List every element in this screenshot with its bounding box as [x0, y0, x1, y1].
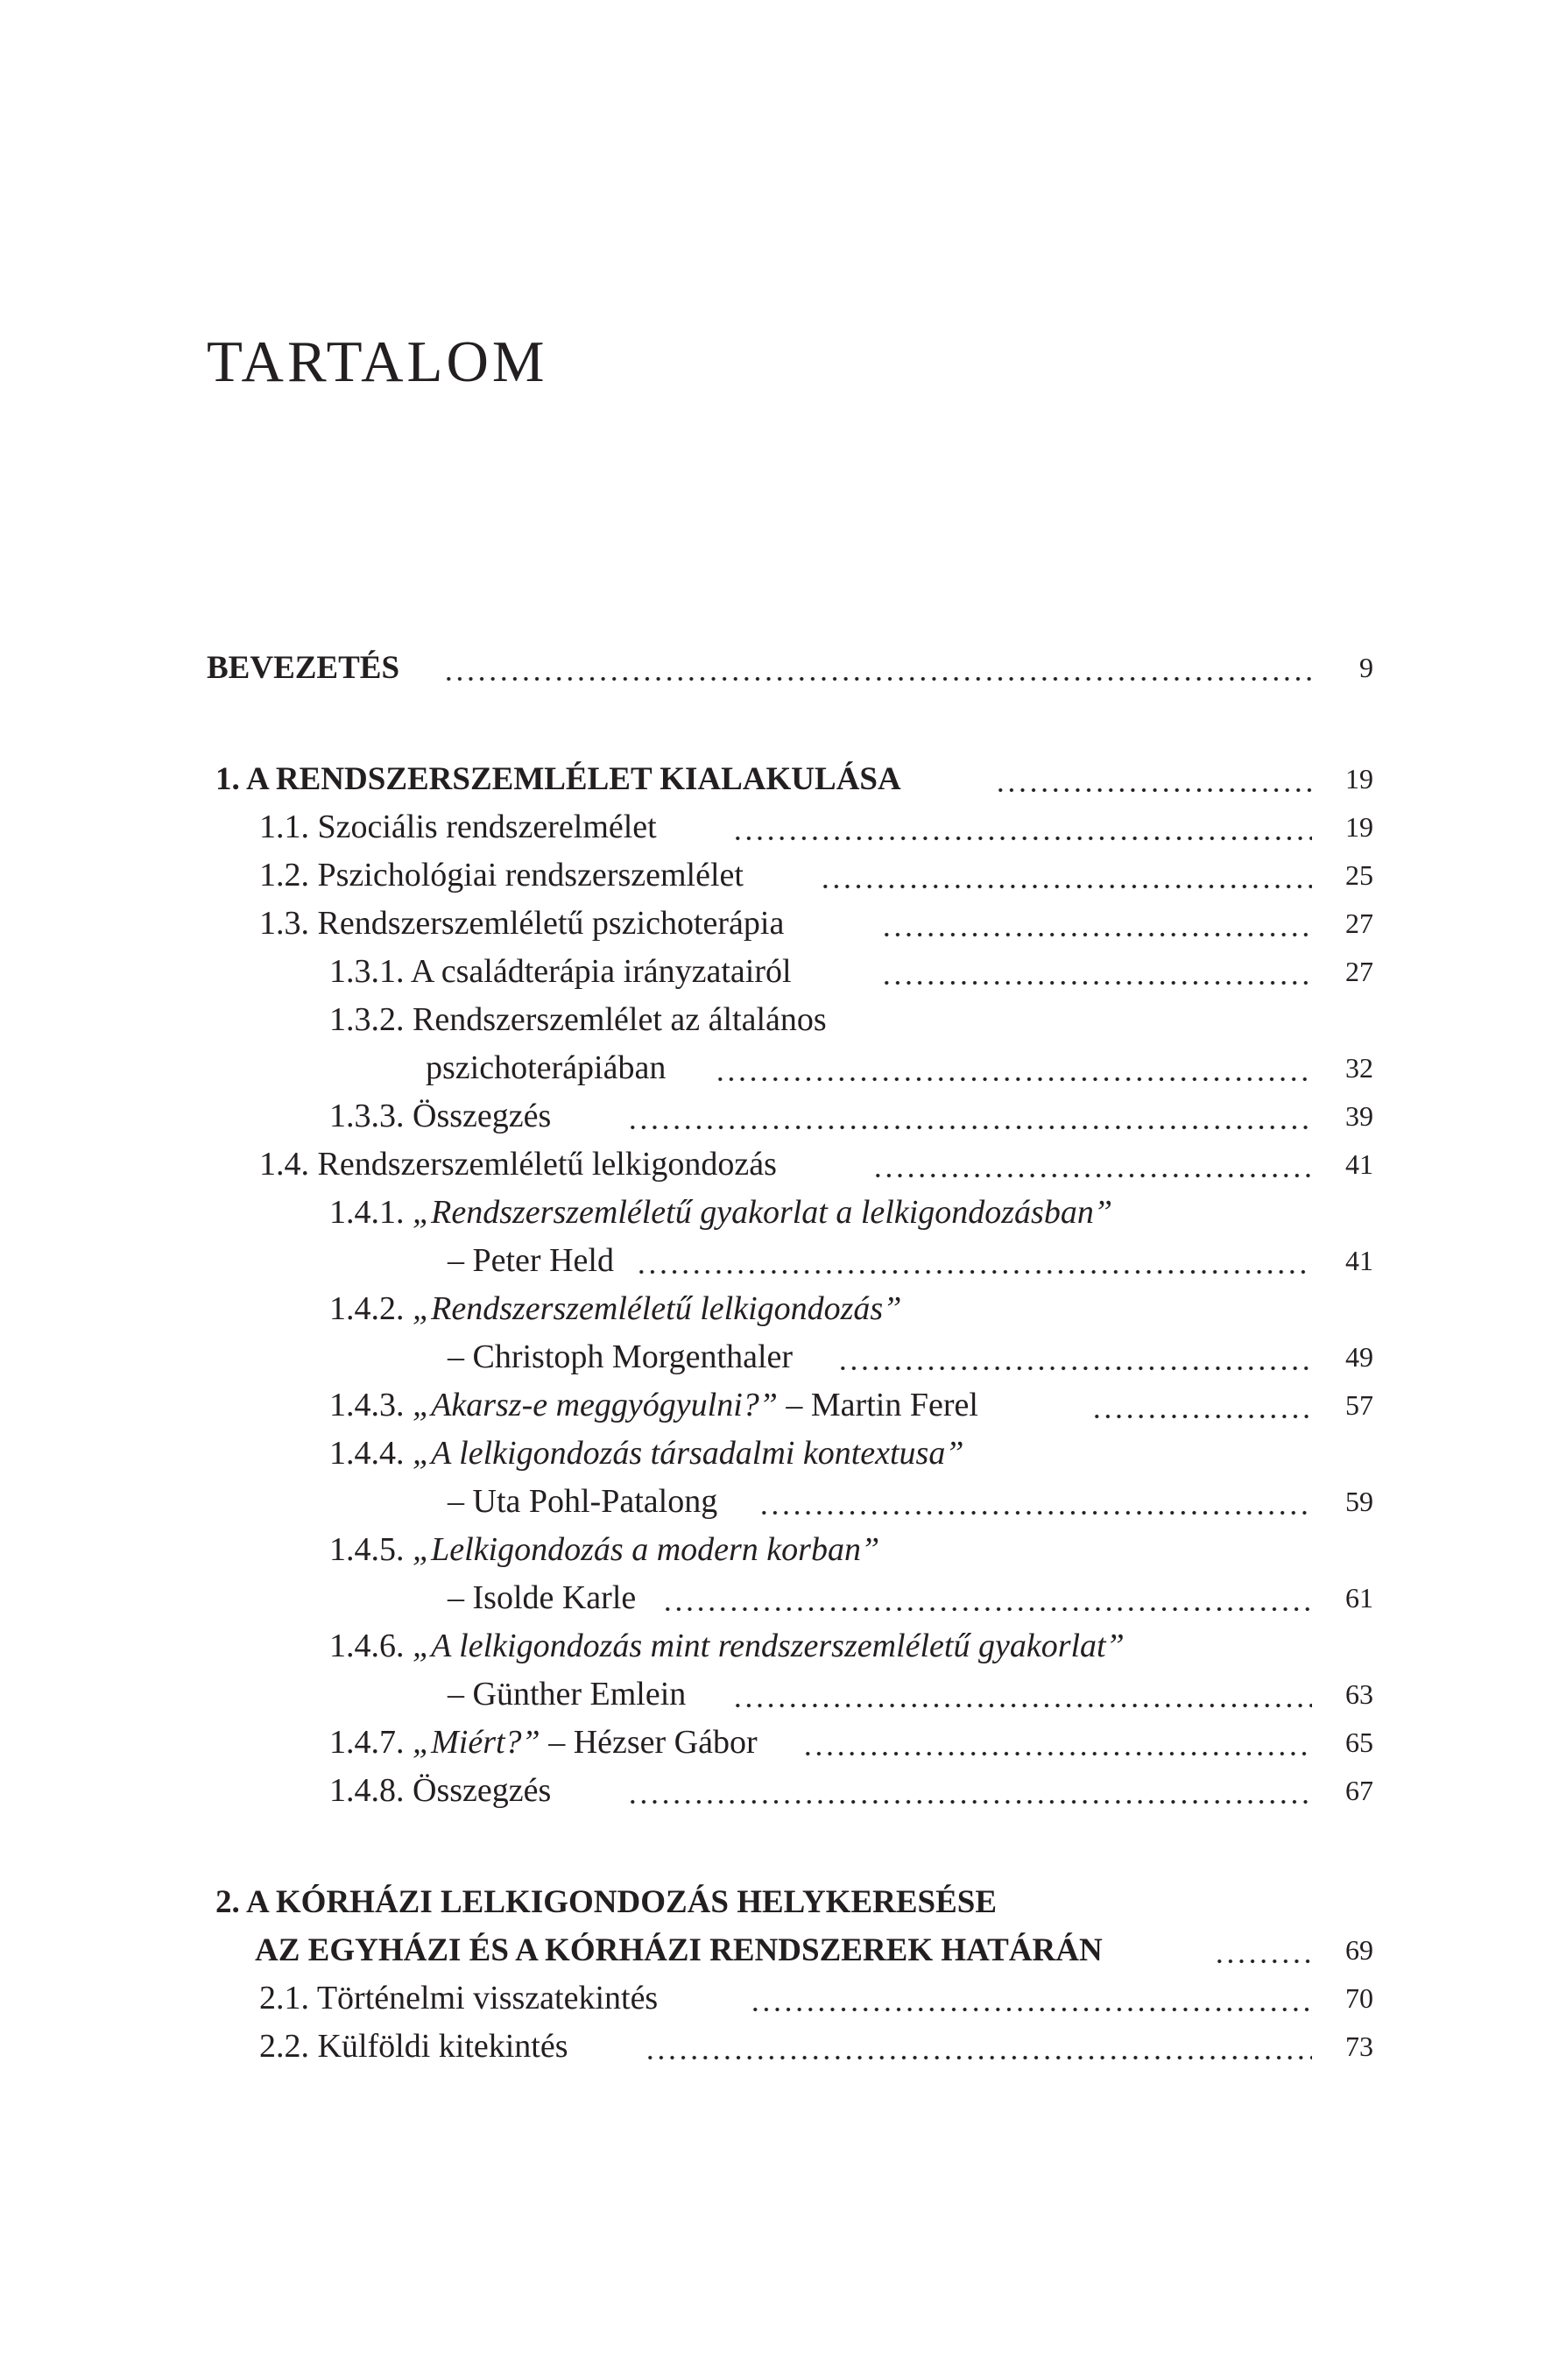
- toc-page-number: 69: [1345, 1934, 1373, 1966]
- toc-entry-1-4-8[interactable]: [207, 1767, 1373, 1815]
- toc-entry-author: – Günther Emlein: [448, 1670, 696, 1719]
- toc-entry-title: Összegzés: [413, 1098, 552, 1134]
- toc-page-number: 32: [1345, 1052, 1373, 1084]
- toc-entry-1-4-6[interactable]: [207, 1622, 1373, 1670]
- toc-entry-number: 1.4.5.: [329, 1531, 405, 1568]
- toc-entry-number: 1.4.7.: [329, 1724, 405, 1761]
- toc-entry-number: 1.3.3.: [329, 1098, 405, 1134]
- toc-entry-number: 1.4.3.: [329, 1387, 405, 1423]
- toc-entry-title-continued: AZ EGYHÁZI ÉS A KÓRHÁZI RENDSZEREK HATÁRÁN: [255, 1926, 1113, 1974]
- toc-page-number: 61: [1345, 1582, 1373, 1614]
- toc-entry-title: A családterápia irányzatairól: [410, 953, 792, 990]
- leader-dots: [872, 1167, 1312, 1184]
- toc-entry-title: Külföldi kitekintés: [317, 2028, 568, 2065]
- toc-entry-1-4-2[interactable]: [207, 1285, 1373, 1333]
- toc-entry-author: – Peter Held: [448, 1237, 624, 1285]
- leader-dots: [645, 2049, 1312, 2066]
- toc-page-number: 41: [1345, 1245, 1373, 1276]
- toc-entry-introduction[interactable]: [207, 644, 1373, 692]
- toc-entry-author: – Uta Pohl-Patalong: [448, 1478, 728, 1526]
- toc-page-number: 70: [1345, 1982, 1373, 2014]
- toc-page-number: 67: [1345, 1775, 1373, 1806]
- toc-entry-1-4-4-author[interactable]: [207, 1478, 1373, 1526]
- toc-entry-1-1[interactable]: [207, 803, 1373, 851]
- toc-page-number: 25: [1345, 859, 1373, 891]
- toc-page-number: 73: [1345, 2030, 1373, 2062]
- leader-dots: [1214, 1953, 1312, 1970]
- toc-entry-1-4-5[interactable]: [207, 1526, 1373, 1574]
- toc-page-number: 59: [1345, 1486, 1373, 1517]
- toc-entry-title: „Rendszerszemléletű gyakorlat a lelkigondozásban”: [413, 1194, 1112, 1231]
- toc-entry-author: – Martin Ferel: [777, 1387, 978, 1423]
- toc-entry-1-3-2[interactable]: [207, 996, 1373, 1044]
- page-title: TARTALOM: [207, 329, 548, 394]
- toc-entry-number: 1.3.: [259, 905, 309, 942]
- toc-entry-number: 1.4.8.: [329, 1772, 405, 1809]
- toc-entry-title: „A lelkigondozás mint rendszerszemléletű gyakorlat”: [413, 1628, 1125, 1664]
- toc-entry-number: 2.1.: [259, 1980, 309, 2016]
- leader-dots: [732, 830, 1312, 847]
- leader-dots: [732, 1697, 1312, 1714]
- toc-page-number: 19: [1345, 811, 1373, 843]
- leader-dots: [636, 1263, 1312, 1281]
- toc-entry-number: 1.2.: [259, 857, 309, 893]
- toc-entry-1-4-5-author[interactable]: [207, 1574, 1373, 1622]
- toc-entry-author: – Isolde Karle: [448, 1574, 646, 1622]
- toc-entry-chapter-2-continued[interactable]: [207, 1926, 1373, 1974]
- toc-entry-number: 1.: [215, 761, 240, 797]
- leader-dots: [443, 670, 1312, 688]
- leader-dots: [627, 1793, 1312, 1811]
- leader-dots: [837, 1359, 1312, 1377]
- toc-entry-1-4-1-author[interactable]: [207, 1237, 1373, 1285]
- toc-entry-1-4-2-author[interactable]: [207, 1333, 1373, 1381]
- toc-entry-title: Rendszerszemlélet az általános: [413, 1001, 827, 1038]
- toc-entry-1-3[interactable]: [207, 900, 1373, 948]
- table-of-contents: [207, 644, 1373, 2071]
- leader-dots: [820, 878, 1312, 895]
- leader-dots: [758, 1504, 1312, 1522]
- leader-dots: [1091, 1408, 1312, 1425]
- toc-entry-1-3-3[interactable]: [207, 1092, 1373, 1141]
- toc-entry-title: „Lelkigondozás a modern korban”: [413, 1531, 880, 1568]
- toc-entry-1-4-1[interactable]: [207, 1189, 1373, 1237]
- toc-entry-number: 1.4.1.: [329, 1194, 405, 1231]
- toc-entry-title: BEVEZETÉS: [207, 644, 410, 692]
- toc-entry-title: A RENDSZERSZEMLÉLET KIALAKULÁSA: [245, 761, 901, 797]
- toc-entry-number: 2.2.: [259, 2028, 309, 2065]
- toc-entry-1-4-4[interactable]: [207, 1430, 1373, 1478]
- toc-entry-number: 1.3.2.: [329, 1001, 405, 1038]
- toc-entry-number: 1.1.: [259, 809, 309, 845]
- toc-entry-author: – Hézser Gábor: [540, 1724, 758, 1761]
- toc-entry-number: 1.3.1.: [329, 953, 405, 990]
- toc-entry-title: A KÓRHÁZI LELKIGONDOZÁS HELYKERESÉSE: [245, 1884, 998, 1920]
- leader-dots: [995, 781, 1312, 799]
- leader-dots: [802, 1745, 1312, 1762]
- toc-page-number: 49: [1345, 1341, 1373, 1373]
- toc-entry-title: Szociális rendszerelmélet: [317, 809, 657, 845]
- leader-dots: [662, 1600, 1312, 1618]
- toc-entry-1-4-7[interactable]: [207, 1719, 1373, 1767]
- toc-entry-title: Pszichológiai rendszerszemlélet: [317, 857, 744, 893]
- toc-entry-title: Rendszerszemléletű pszichoterápia: [317, 905, 785, 942]
- toc-entry-title: „Miért?”: [413, 1724, 540, 1761]
- toc-page-number: 27: [1345, 956, 1373, 987]
- leader-dots: [881, 926, 1312, 943]
- toc-entry-number: 1.4.2.: [329, 1290, 405, 1327]
- toc-entry-number: 1.4.: [259, 1146, 309, 1183]
- toc-entry-1-4[interactable]: [207, 1141, 1373, 1189]
- toc-entry-1-3-1[interactable]: [207, 948, 1373, 996]
- toc-entry-2-2[interactable]: [207, 2023, 1373, 2071]
- toc-page-number: 65: [1345, 1727, 1373, 1758]
- leader-dots: [750, 2001, 1312, 2018]
- toc-entry-chapter-2[interactable]: [207, 1878, 1373, 1926]
- toc-entry-2-1[interactable]: [207, 1974, 1373, 2023]
- toc-entry-title: „Rendszerszemléletű lelkigondozás”: [413, 1290, 902, 1327]
- toc-page-number: 27: [1345, 908, 1373, 939]
- toc-entry-1-3-2-continued[interactable]: [207, 1044, 1373, 1092]
- toc-page-number: 9: [1359, 652, 1373, 683]
- toc-entry-title: Összegzés: [413, 1772, 552, 1809]
- toc-entry-title-continued: pszichoterápiában: [426, 1044, 676, 1092]
- toc-page-number: 63: [1345, 1678, 1373, 1710]
- toc-entry-1-4-6-author[interactable]: [207, 1670, 1373, 1719]
- toc-page-number: 57: [1345, 1389, 1373, 1421]
- toc-entry-title: Történelmi visszatekintés: [316, 1980, 659, 2016]
- toc-entry-chapter-1[interactable]: [207, 755, 1373, 803]
- leader-dots: [715, 1070, 1312, 1088]
- toc-page-number: 19: [1345, 763, 1373, 795]
- toc-entry-1-2[interactable]: [207, 851, 1373, 900]
- toc-page-number: 39: [1345, 1100, 1373, 1132]
- toc-entry-number: 1.4.6.: [329, 1628, 405, 1664]
- toc-entry-title: Rendszerszemléletű lelkigondozás: [317, 1146, 777, 1183]
- leader-dots: [627, 1119, 1312, 1136]
- toc-page-number: 41: [1345, 1148, 1373, 1180]
- toc-entry-1-4-3[interactable]: [207, 1381, 1373, 1430]
- leader-dots: [881, 974, 1312, 992]
- toc-entry-title: „A lelkigondozás társadalmi kontextusa”: [413, 1435, 964, 1472]
- toc-entry-number: 1.4.4.: [329, 1435, 405, 1472]
- toc-entry-number: 2.: [215, 1884, 240, 1920]
- toc-entry-title: „Akarsz-e meggyógyulni?”: [413, 1387, 778, 1423]
- toc-entry-author: – Christoph Morgenthaler: [448, 1333, 803, 1381]
